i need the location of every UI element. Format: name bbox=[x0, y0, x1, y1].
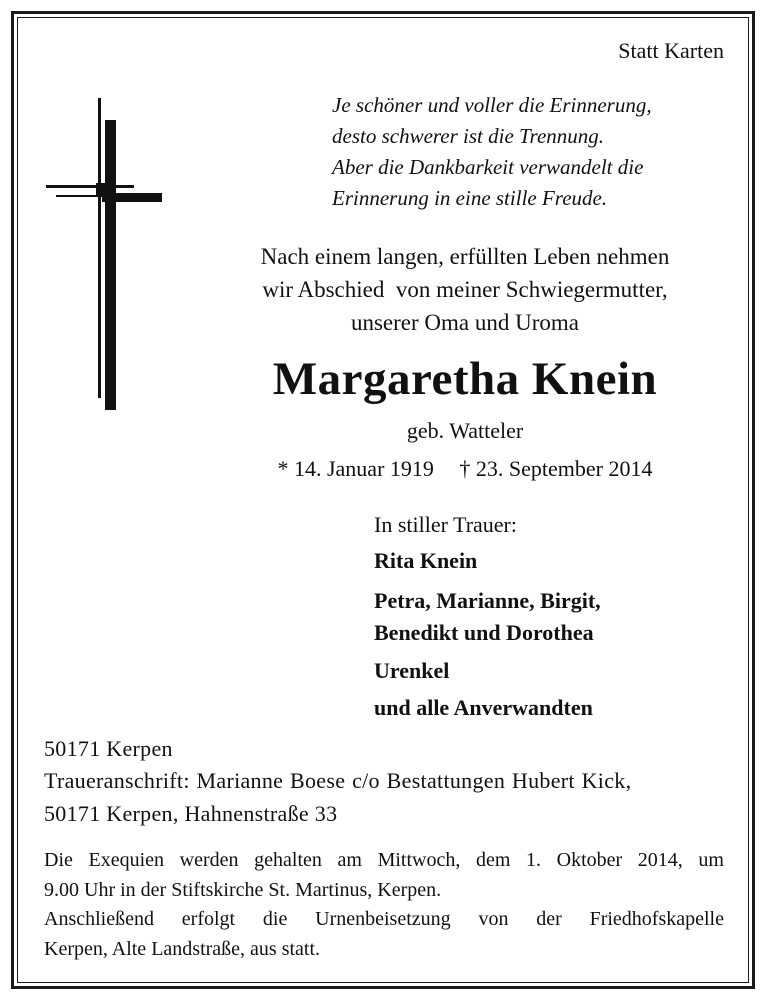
mourning-address-line: 50171 Kerpen, Hahnenstraße 33 bbox=[44, 801, 338, 826]
birth-date: * 14. Januar 1919 bbox=[277, 456, 434, 481]
city: 50171 Kerpen bbox=[44, 736, 173, 761]
statt-karten-note: Statt Karten bbox=[618, 38, 724, 63]
quote-line: Erinnerung in eine stille Freude. bbox=[332, 186, 608, 210]
quote-line: Je schöner und voller die Erinnerung, bbox=[332, 93, 652, 117]
quote-block bbox=[332, 90, 652, 214]
mourner-name: und alle Anverwandten bbox=[374, 695, 593, 720]
quote-line: Aber die Dankbarkeit verwandelt die bbox=[332, 155, 644, 179]
mourning-address-line: Traueranschrift: Marianne Boese c/o Bestattungen Hubert Kick, bbox=[44, 768, 632, 793]
service-line: 9.00 Uhr in der Stiftskirche St. Martinus, Kerpen. bbox=[44, 878, 442, 901]
intro-line: wir Abschied von meiner Schwiegermutter, bbox=[262, 277, 668, 302]
mourner-name: Petra, Marianne, Birgit, bbox=[374, 588, 601, 613]
cross-icon bbox=[42, 95, 167, 415]
intro-text bbox=[190, 240, 740, 339]
service-line: Kerpen, Alte Landstraße, aus statt. bbox=[44, 937, 321, 960]
intro-line: unserer Oma und Uroma bbox=[350, 310, 579, 335]
mourner-name: Benedikt und Dorothea bbox=[374, 620, 594, 645]
death-date: † 23. September 2014 bbox=[459, 456, 653, 481]
service-line: Die Exequien werden gehalten am Mittwoch, dem 1. Oktober 2014, um bbox=[44, 849, 724, 871]
mourner-name: Urenkel bbox=[374, 658, 450, 683]
service-line: Anschließend erfolgt die Urnenbeisetzung von der Friedhofskapelle bbox=[44, 908, 724, 930]
quote-line: desto schwerer ist die Trennung. bbox=[332, 124, 605, 148]
life-dates bbox=[190, 456, 740, 482]
mourners-label: In stiller Trauer: bbox=[374, 512, 517, 537]
service-info bbox=[44, 846, 724, 964]
birth-name: geb. Watteler bbox=[406, 418, 524, 443]
intro-line: Nach einem langen, erfüllten Leben nehmen bbox=[260, 244, 670, 269]
deceased-name: Margaretha Knein bbox=[272, 353, 658, 405]
mourner-name: Rita Knein bbox=[374, 548, 478, 573]
